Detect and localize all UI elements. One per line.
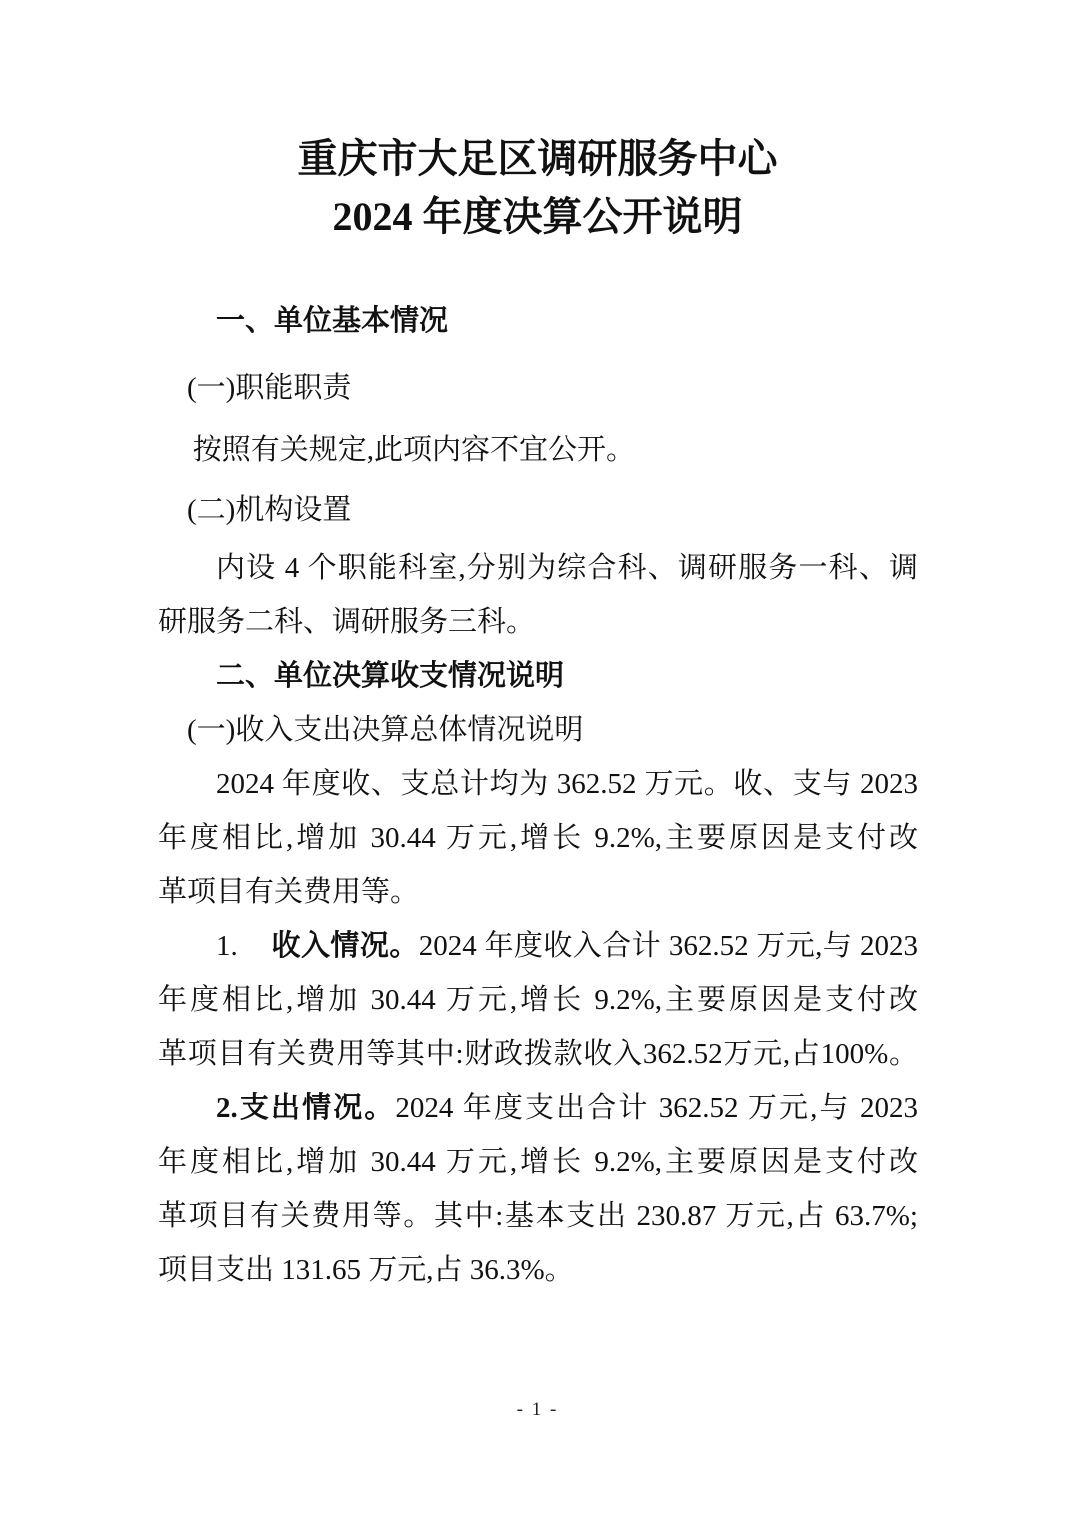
subsection-1-1-heading: (一)职能职责 bbox=[187, 372, 352, 404]
paragraph-overview-line-2: 年度相比,增加 30.44 万元,增长 9.2%,主要原因是支付改 bbox=[158, 822, 918, 854]
expenditure-text-run: 2024 年度支出合计 362.52 万元,与 2023 bbox=[395, 1092, 918, 1124]
paragraph-expenditure-line-1 bbox=[158, 1081, 918, 1135]
subsection-1-2-heading: (二)机构设置 bbox=[187, 494, 352, 526]
income-text-run: 2024 年度收入合计 362.52 万元,与 2023 bbox=[418, 930, 918, 962]
paragraph-expenditure-line-4: 项目支出 131.65 万元,占 36.3%。 bbox=[158, 1254, 574, 1286]
title-line-1: 重庆市大足区调研服务中心 bbox=[297, 136, 778, 181]
section-1-heading: 一、单位基本情况 bbox=[216, 305, 449, 337]
document-body bbox=[158, 294, 918, 1297]
paragraph-overview-line-3: 革项目有关费用等。 bbox=[158, 876, 420, 908]
page-number: - 1 - bbox=[516, 1399, 559, 1420]
subsection-2-1-heading: (一)收入支出决算总体情况说明 bbox=[187, 714, 584, 746]
section-2-heading: 二、单位决算收支情况说明 bbox=[216, 660, 565, 692]
paragraph-org-setup-line-1: 内设 4 个职能科室,分别为综合科、调研服务一科、调 bbox=[216, 552, 918, 584]
paragraph-overview-line-1: 2024 年度收、支总计均为 362.52 万元。收、支与 2023 bbox=[216, 768, 918, 800]
expenditure-item-label: 2.支出情况。 bbox=[216, 1092, 396, 1124]
paragraph-functions-text: 按照有关规定,此项内容不宜公开。 bbox=[192, 434, 636, 466]
document-title bbox=[0, 0, 1075, 246]
paragraph-income-line-2: 年度相比,增加 30.44 万元,增长 9.2%,主要原因是支付改 bbox=[158, 984, 918, 1016]
paragraph-org-setup-line-2: 研服务二科、调研服务三科。 bbox=[158, 606, 536, 638]
title-line-2: 2024 年度决算公开说明 bbox=[332, 194, 743, 239]
paragraph-income-line-1 bbox=[158, 919, 918, 973]
income-item-label: 收入情况。 bbox=[271, 930, 419, 962]
paragraph-expenditure-line-2: 年度相比,增加 30.44 万元,增长 9.2%,主要原因是支付改 bbox=[158, 1146, 918, 1178]
paragraph-income-line-3: 革项目有关费用等其中:财政拨款收入362.52万元,占100%。 bbox=[158, 1038, 918, 1070]
paragraph-expenditure-line-3: 革项目有关费用等。其中:基本支出 230.87 万元,占 63.7%; bbox=[158, 1200, 918, 1232]
income-item-number: 1. bbox=[216, 930, 238, 962]
